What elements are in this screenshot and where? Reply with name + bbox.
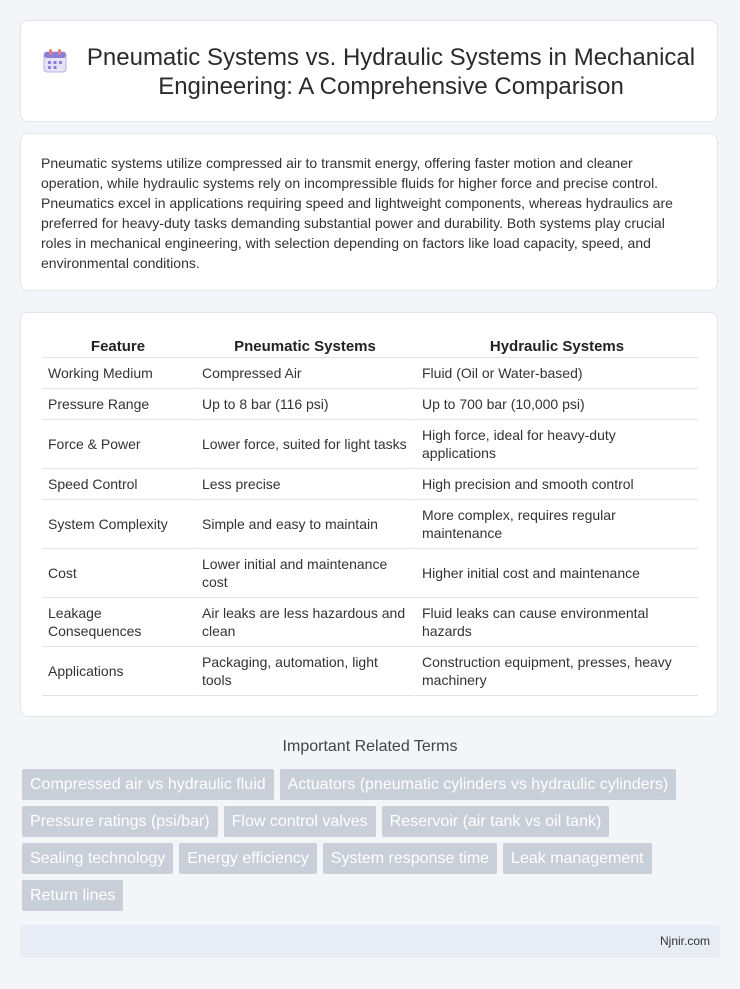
table-row: [42, 500, 698, 549]
related-term-tag[interactable]: Compressed air vs hydraulic fluid: [22, 769, 274, 800]
related-term-tag[interactable]: Actuators (pneumatic cylinders vs hydraulic cylinders): [280, 769, 677, 800]
table-cell: Packaging, automation, light tools: [194, 647, 414, 696]
related-terms-title: Important Related Terms: [282, 738, 458, 755]
table-row: [42, 549, 698, 598]
related-term-tag[interactable]: Energy efficiency: [179, 843, 317, 874]
table-row: [42, 358, 698, 389]
table-cell: Simple and easy to maintain: [194, 500, 414, 549]
related-term-tag[interactable]: System response time: [323, 843, 497, 874]
table-row: [42, 389, 698, 420]
table-cell: Pressure Range: [42, 389, 194, 420]
table-cell: System Complexity: [42, 500, 194, 549]
table-cell: Working Medium: [42, 358, 194, 389]
footer-site-link[interactable]: Njnir.com: [659, 934, 710, 948]
table-header-row: [42, 335, 698, 358]
column-header: Hydraulic Systems: [414, 335, 698, 358]
table-cell: Compressed Air: [194, 358, 414, 389]
column-header: Feature: [42, 335, 194, 358]
comparison-table: [42, 335, 698, 696]
table-cell: Air leaks are less hazardous and clean: [194, 598, 414, 647]
page-title: Pneumatic Systems vs. Hydraulic Systems in Mechanical Engineering: A Comprehensive Comparison: [86, 44, 696, 100]
table-cell: High precision and smooth control: [414, 469, 698, 500]
table-cell: Fluid leaks can cause environmental hazards: [414, 598, 698, 647]
related-term-tag[interactable]: Return lines: [22, 880, 123, 911]
table-cell: Less precise: [194, 469, 414, 500]
table-cell: Lower force, suited for light tasks: [194, 420, 414, 469]
table-cell: High force, ideal for heavy-duty applications: [414, 420, 698, 469]
comparison-card: [20, 312, 718, 717]
table-row: [42, 420, 698, 469]
related-term-tag[interactable]: Pressure ratings (psi/bar): [22, 806, 218, 837]
table-cell: Speed Control: [42, 469, 194, 500]
related-term-tag[interactable]: Leak management: [503, 843, 652, 874]
intro-card: [20, 133, 718, 291]
header-card: [20, 20, 718, 122]
table-row: [42, 647, 698, 696]
related-term-tag[interactable]: Flow control valves: [224, 806, 376, 837]
table-cell: Leakage Consequences: [42, 598, 194, 647]
table-cell: Up to 700 bar (10,000 psi): [414, 389, 698, 420]
table-row: [42, 469, 698, 500]
table-cell: Higher initial cost and maintenance: [414, 549, 698, 598]
title-row: [41, 43, 697, 101]
column-header: Pneumatic Systems: [194, 335, 414, 358]
calendar-icon: [41, 47, 69, 75]
table-row: [42, 598, 698, 647]
table-cell: Force & Power: [42, 420, 194, 469]
related-terms-list: [22, 769, 712, 917]
footer: [20, 925, 720, 958]
table-cell: Construction equipment, presses, heavy machinery: [414, 647, 698, 696]
related-term-tag[interactable]: Sealing technology: [22, 843, 173, 874]
intro-paragraph: Pneumatic systems utilize compressed air to transmit energy, offering faster motion and cleaner operation, while hydraulic systems rely on incompressible fluids for higher force and precise control. Pneumatics excel in applications requiring speed and lightweight components, whereas hydraulics are preferred for heavy-duty tasks demanding substantial power and durability. Both systems play crucial roles in mechanical engineering, with selection depending on factors like load capacity, speed, and environmental conditions.: [41, 155, 673, 271]
table-cell: Lower initial and maintenance cost: [194, 549, 414, 598]
table-cell: Cost: [42, 549, 194, 598]
related-term-tag[interactable]: Reservoir (air tank vs oil tank): [382, 806, 610, 837]
table-cell: Applications: [42, 647, 194, 696]
table-cell: Fluid (Oil or Water-based): [414, 358, 698, 389]
table-cell: Up to 8 bar (116 psi): [194, 389, 414, 420]
table-cell: More complex, requires regular maintenance: [414, 500, 698, 549]
